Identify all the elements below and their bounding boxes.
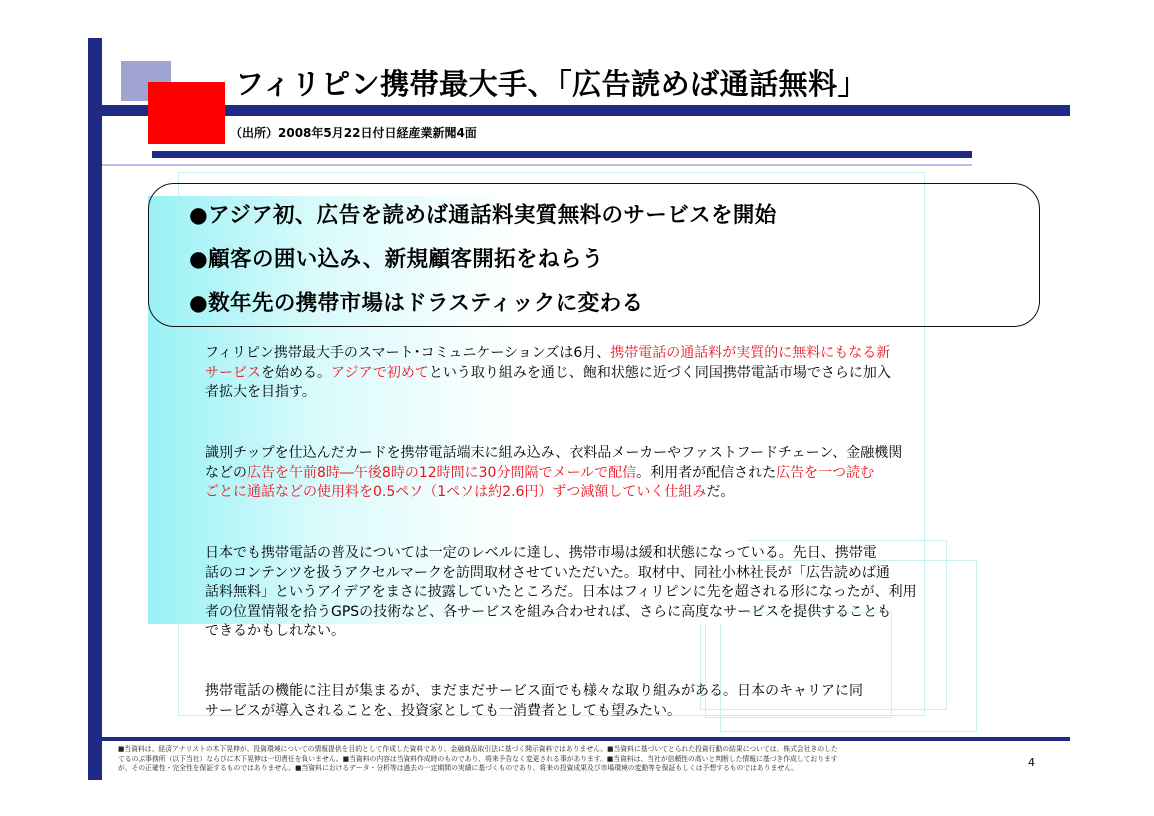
text-run: 者の位置情報を拾うGPSの技術など、各サービスを組み合わせれば、さらに高度なサービスを提供することも	[205, 603, 892, 620]
highlight-text: ごとに通話などの使用料を0.5ペソ（1ペソは約2.6円）ずつ減額していく仕組み	[205, 484, 707, 500]
text-run: できるかもしれない。	[205, 623, 345, 639]
body-paragraph-3	[205, 544, 965, 642]
text-run: を始める。	[261, 364, 331, 381]
summary-bullet: ●アジア初、広告を読めば通話料実質無料のサービスを開始	[189, 203, 777, 228]
footer-divider	[102, 737, 1070, 741]
text-run: フィリピン携帯最大手のスマート･コミュニケーションズは6月、	[205, 345, 611, 361]
highlight-text: 広告を午前8時―午後8時の12時間に30分間隔でメールで配信	[247, 464, 637, 481]
text-run: 。利用者が配信された	[636, 464, 777, 481]
disclaimer-line: ■当資料は、経済アナリストの木下晃伸が、投資環境についての情報提供を目的として作成した資料であり、金融商品取引法に基づく開示資料ではありません。■当資料に基づいてとられた投資行動の結果については、株式会社きのした	[118, 745, 838, 753]
text-run: 者拡大を目指す。	[205, 384, 316, 400]
summary-bullet: ●数年先の携帯市場はドラスティックに変わる	[189, 291, 644, 316]
summary-bullet: ●顧客の囲い込み、新規顧客開拓をねらう	[189, 247, 604, 272]
summary-box	[148, 183, 1040, 327]
left-accent-bar	[88, 38, 102, 780]
body-paragraph-4	[205, 682, 965, 721]
highlight-text: 携帯電話の通話料が実質的に無料にもなる新	[610, 345, 891, 361]
text-run: などの	[205, 464, 247, 481]
highlight-text: サービス	[205, 364, 261, 381]
source-underline-bar	[152, 151, 972, 158]
thin-divider	[102, 164, 972, 166]
text-run: サービスが導入されることを、投資家としても一消費者としても望みたい。	[205, 702, 681, 719]
highlight-text: アジアで初めて	[331, 364, 429, 381]
source-citation: （出所）2008年5月22日付日経産業新聞4面	[230, 126, 477, 140]
text-run: だ。	[706, 484, 735, 500]
text-run: という取り組みを通じ、飽和状態に近づく同国携帯電話市場でさらに加入	[428, 364, 891, 381]
disclaimer-line: てるのぶ事務所（以下当社）ならびに木下晃伸は一切責任を負いません。■当資料の内容は当資料作成時のものであり、将来予告なく変更される事があります。■当資料は、当社が信頼性の高いと判断した情報に基づき作成しております	[118, 754, 838, 763]
disclaimer-line: が、その正確性・完全性を保証するものではありません。■当資料におけるデータ・分析等は過去の一定期間の実績に基づくものであり、将来の投資成果及び市場環境の変動等を保証もしくは予想するものではありません。	[118, 764, 799, 772]
page-number: 4	[1028, 756, 1035, 769]
text-run: 携帯電話の機能に注目が集まるが、まだまだサービス面でも様々な取り組みがある。日本のキャリアに同	[205, 683, 863, 699]
text-run: 識別チップを仕込んだカードを携帯電話端末に組み込み、衣料品メーカーやファストフードチェーン、金融機関	[205, 445, 903, 461]
text-run: 話のコンテンツを扱うアクセルマークを訪問取材させていただいた。取材中、同社小林社長が「広告読めば通	[205, 564, 890, 581]
highlight-text: 広告を一つ読む	[776, 464, 875, 481]
slide-title: フィリピン携帯最大手、「広告読めば通話無料」	[235, 67, 868, 101]
red-square-decoration	[148, 82, 225, 144]
body-paragraph-2	[205, 444, 965, 503]
body-paragraph-1	[205, 344, 965, 403]
text-run: 話料無料」というアイデアをまさに披露していたところだ。日本はフィリピンに先を超される形になったが、利用	[205, 584, 917, 600]
text-run: 日本でも携帯電話の普及については一定のレベルに達し、携帯市場は緩和状態になっている。先日、携帯電	[205, 545, 877, 561]
title-underline-bar	[102, 105, 1070, 116]
footer-disclaimer	[118, 745, 1013, 774]
